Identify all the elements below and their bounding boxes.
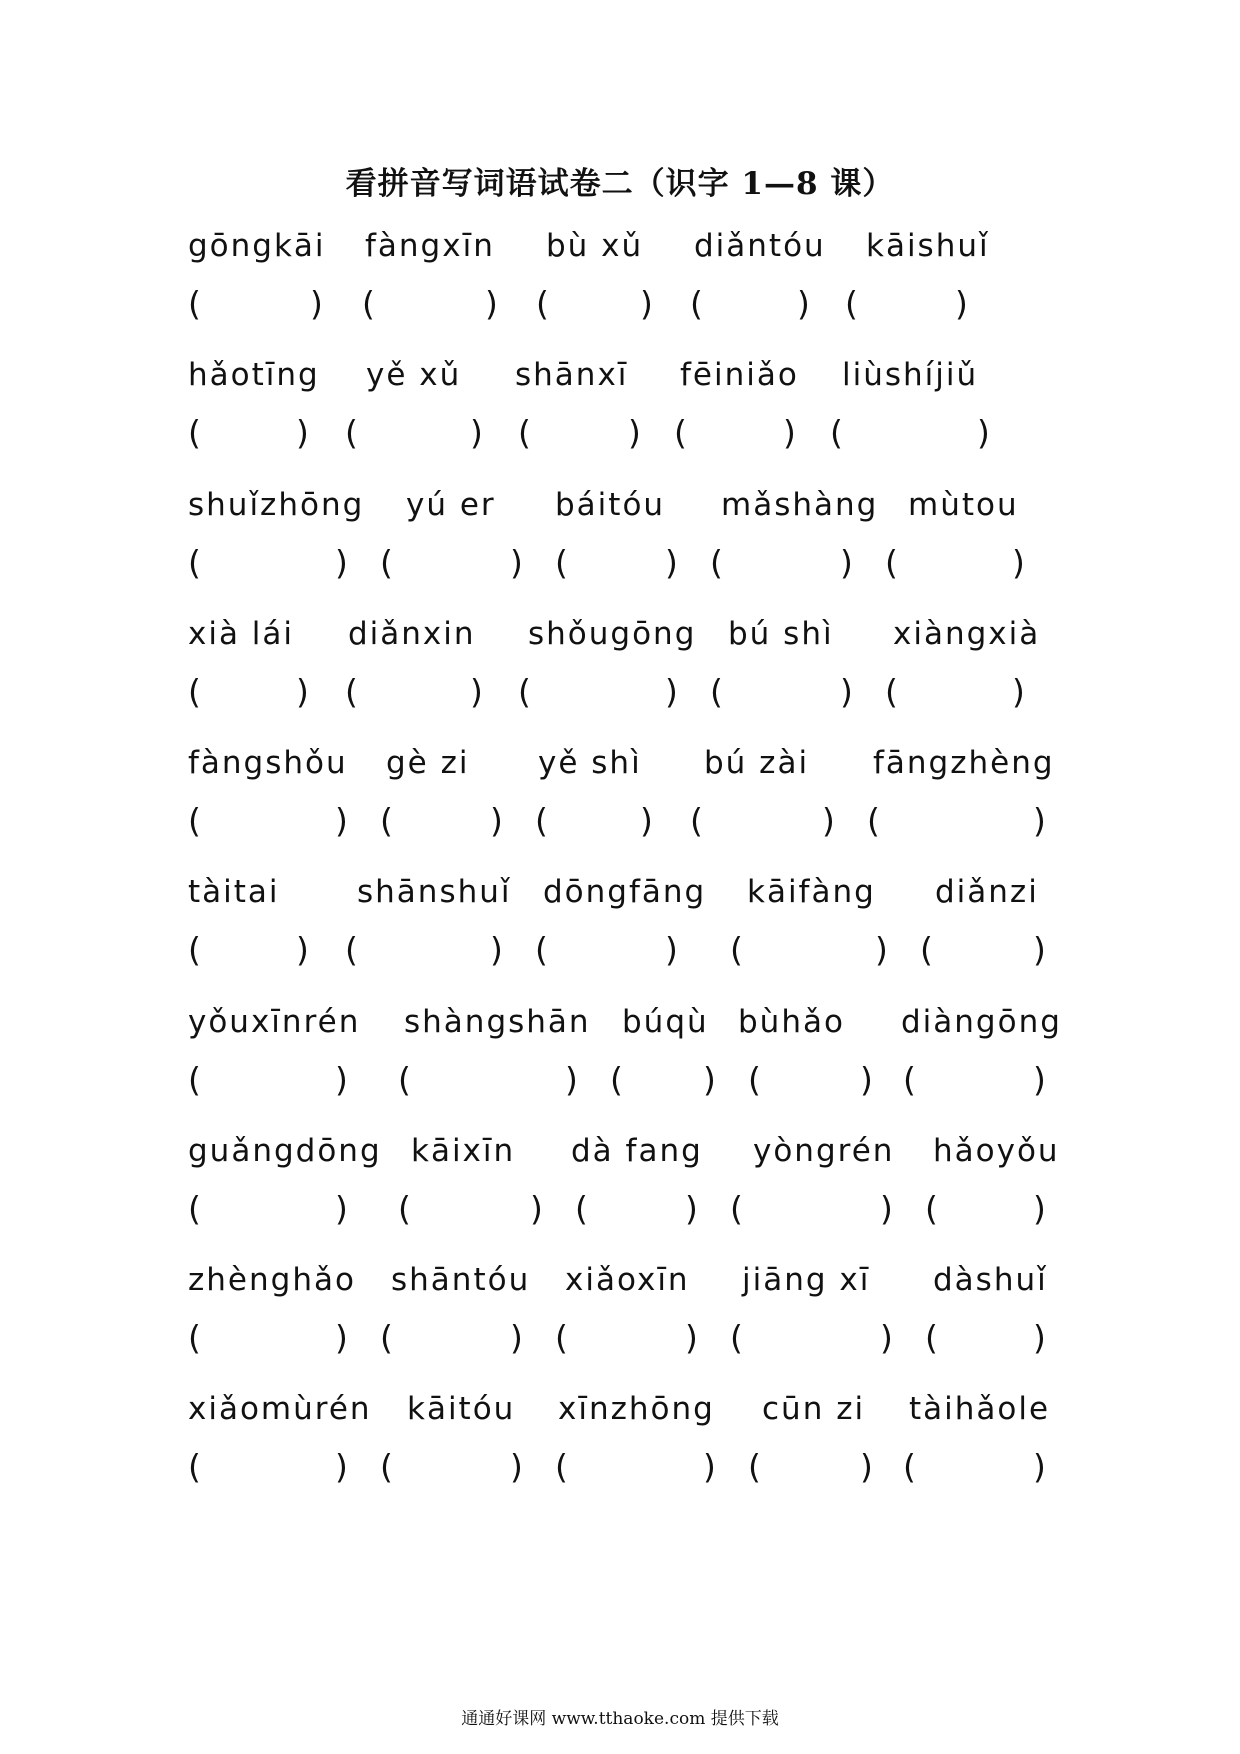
answer-blank-open[interactable]: ( <box>188 801 201 840</box>
answer-row <box>0 1189 1240 1229</box>
answer-blank-open[interactable]: ( <box>845 284 858 323</box>
answer-blank-close: ) <box>335 543 348 582</box>
pinyin-word: gōngkāi <box>188 228 326 264</box>
answer-row <box>0 930 1240 970</box>
answer-row <box>0 801 1240 841</box>
answer-blank-open[interactable]: ( <box>345 672 358 711</box>
answer-blank-close: ) <box>875 930 888 969</box>
answer-blank-open[interactable]: ( <box>748 1060 761 1099</box>
answer-blank-open[interactable]: ( <box>903 1060 916 1099</box>
pinyin-word: fāngzhèng <box>873 745 1055 781</box>
pinyin-row <box>0 616 1240 656</box>
answer-blank-open[interactable]: ( <box>555 1318 568 1357</box>
answer-blank-open[interactable]: ( <box>748 1447 761 1486</box>
answer-blank-close: ) <box>840 672 853 711</box>
pinyin-word: kāitóu <box>407 1391 516 1427</box>
answer-blank-open[interactable]: ( <box>610 1060 623 1099</box>
answer-blank-close: ) <box>860 1447 873 1486</box>
pinyin-word: búqù <box>622 1004 709 1040</box>
pinyin-word: hǎoyǒu <box>933 1133 1060 1169</box>
pinyin-word: tàitai <box>188 874 280 910</box>
answer-blank-open[interactable]: ( <box>188 284 201 323</box>
answer-row <box>0 672 1240 712</box>
answer-blank-close: ) <box>470 672 483 711</box>
pinyin-row <box>0 1133 1240 1173</box>
answer-blank-open[interactable]: ( <box>925 1318 938 1357</box>
answer-blank-open[interactable]: ( <box>188 672 201 711</box>
answer-blank-open[interactable]: ( <box>730 1189 743 1228</box>
pinyin-word: dàshuǐ <box>933 1262 1048 1298</box>
pinyin-word: guǎngdōng <box>188 1133 382 1169</box>
pinyin-word: fàngshǒu <box>188 745 348 781</box>
answer-blank-close: ) <box>1012 672 1025 711</box>
answer-blank-open[interactable]: ( <box>345 930 358 969</box>
answer-blank-close: ) <box>335 801 348 840</box>
answer-blank-close: ) <box>880 1318 893 1357</box>
answer-blank-open[interactable]: ( <box>730 1318 743 1357</box>
pinyin-word: fàngxīn <box>365 228 495 264</box>
pinyin-word: kāixīn <box>411 1133 516 1169</box>
pinyin-word: gè zi <box>386 745 470 781</box>
answer-blank-open[interactable]: ( <box>535 930 548 969</box>
answer-blank-close: ) <box>530 1189 543 1228</box>
answer-blank-open[interactable]: ( <box>188 1060 201 1099</box>
answer-blank-close: ) <box>1033 801 1046 840</box>
pinyin-word: mǎshàng <box>721 487 879 523</box>
pinyin-word: zhènghǎo <box>188 1262 356 1298</box>
answer-blank-close: ) <box>1033 1447 1046 1486</box>
answer-blank-close: ) <box>296 672 309 711</box>
answer-blank-open[interactable]: ( <box>710 543 723 582</box>
answer-blank-open[interactable]: ( <box>518 672 531 711</box>
answer-blank-open[interactable]: ( <box>188 413 201 452</box>
answer-blank-close: ) <box>703 1060 716 1099</box>
answer-blank-close: ) <box>977 413 990 452</box>
pinyin-word: shānxī <box>515 357 629 393</box>
pinyin-word: mùtou <box>908 487 1019 523</box>
page-title: 看拼音写词语试卷二（识字 1—8 课） <box>345 166 895 202</box>
pinyin-word: shāntóu <box>391 1262 531 1298</box>
pinyin-word: diàngōng <box>901 1004 1062 1040</box>
pinyin-word: shàngshān <box>404 1004 591 1040</box>
answer-blank-open[interactable]: ( <box>518 413 531 452</box>
answer-blank-open[interactable]: ( <box>690 801 703 840</box>
pinyin-row <box>0 745 1240 785</box>
pinyin-row <box>0 1262 1240 1302</box>
answer-blank-open[interactable]: ( <box>925 1189 938 1228</box>
pinyin-word: dōngfāng <box>543 874 707 910</box>
answer-blank-close: ) <box>296 930 309 969</box>
answer-blank-close: ) <box>490 801 503 840</box>
pinyin-word: xià lái <box>188 616 295 652</box>
pinyin-word: diǎntóu <box>694 228 826 264</box>
answer-blank-close: ) <box>685 1189 698 1228</box>
pinyin-word: yòngrén <box>753 1133 895 1169</box>
answer-blank-open[interactable]: ( <box>188 1447 201 1486</box>
answer-blank-open[interactable]: ( <box>555 543 568 582</box>
pinyin-word: xiǎoxīn <box>565 1262 690 1298</box>
answer-blank-open[interactable]: ( <box>188 1189 201 1228</box>
pinyin-word: báitóu <box>555 487 666 523</box>
answer-blank-close: ) <box>335 1447 348 1486</box>
answer-blank-open[interactable]: ( <box>380 801 393 840</box>
answer-blank-close: ) <box>665 543 678 582</box>
answer-blank-close: ) <box>840 543 853 582</box>
answer-blank-open[interactable]: ( <box>398 1189 411 1228</box>
answer-blank-open[interactable]: ( <box>885 672 898 711</box>
answer-blank-close: ) <box>665 930 678 969</box>
answer-blank-close: ) <box>310 284 323 323</box>
answer-blank-open[interactable]: ( <box>555 1447 568 1486</box>
answer-row <box>0 413 1240 453</box>
answer-blank-close: ) <box>565 1060 578 1099</box>
pinyin-row <box>0 1004 1240 1044</box>
answer-blank-close: ) <box>296 413 309 452</box>
answer-blank-open[interactable]: ( <box>535 801 548 840</box>
answer-blank-close: ) <box>797 284 810 323</box>
pinyin-word: dà fang <box>571 1133 703 1169</box>
answer-blank-close: ) <box>822 801 835 840</box>
answer-blank-close: ) <box>1033 1060 1046 1099</box>
answer-blank-open[interactable]: ( <box>830 413 843 452</box>
pinyin-word: bù xǔ <box>546 228 644 264</box>
answer-blank-close: ) <box>510 1318 523 1357</box>
pinyin-word: diǎnzi <box>935 874 1039 910</box>
answer-blank-open[interactable]: ( <box>380 1318 393 1357</box>
footer-credit: 通通好课网 www.tthaoke.com 提供下载 <box>461 1709 779 1729</box>
answer-blank-open[interactable]: ( <box>690 284 703 323</box>
pinyin-row <box>0 1391 1240 1431</box>
answer-blank-close: ) <box>665 672 678 711</box>
pinyin-word: shuǐzhōng <box>188 487 365 523</box>
pinyin-word: bú zài <box>704 745 810 781</box>
pinyin-row <box>0 228 1240 268</box>
answer-blank-close: ) <box>783 413 796 452</box>
answer-blank-open[interactable]: ( <box>575 1189 588 1228</box>
pinyin-word: tàihǎole <box>909 1391 1051 1427</box>
pinyin-word: fēiniǎo <box>680 357 799 393</box>
answer-blank-open[interactable]: ( <box>380 543 393 582</box>
pinyin-word: yě xǔ <box>366 357 462 393</box>
answer-row <box>0 284 1240 324</box>
pinyin-word: diǎnxin <box>348 616 476 652</box>
answer-blank-close: ) <box>1033 930 1046 969</box>
answer-blank-open[interactable]: ( <box>920 930 933 969</box>
pinyin-word: yú er <box>406 487 496 523</box>
answer-blank-close: ) <box>490 930 503 969</box>
answer-blank-close: ) <box>470 413 483 452</box>
answer-blank-open[interactable]: ( <box>362 284 375 323</box>
answer-row <box>0 1318 1240 1358</box>
answer-blank-close: ) <box>1012 543 1025 582</box>
answer-blank-close: ) <box>1033 1189 1046 1228</box>
pinyin-word: xīnzhōng <box>558 1391 715 1427</box>
pinyin-word: xiàngxià <box>893 616 1041 652</box>
answer-blank-open[interactable]: ( <box>380 1447 393 1486</box>
pinyin-word: bùhǎo <box>738 1004 845 1040</box>
answer-blank-close: ) <box>335 1189 348 1228</box>
answer-blank-close: ) <box>955 284 968 323</box>
answer-blank-close: ) <box>335 1060 348 1099</box>
answer-blank-close: ) <box>628 413 641 452</box>
answer-blank-open[interactable]: ( <box>345 413 358 452</box>
pinyin-word: shǒugōng <box>528 616 697 652</box>
answer-blank-close: ) <box>510 1447 523 1486</box>
pinyin-word: hǎotīng <box>188 357 320 393</box>
answer-blank-close: ) <box>880 1189 893 1228</box>
answer-blank-close: ) <box>860 1060 873 1099</box>
answer-blank-open[interactable]: ( <box>188 543 201 582</box>
answer-blank-open[interactable]: ( <box>710 672 723 711</box>
answer-blank-close: ) <box>640 801 653 840</box>
pinyin-word: jiāng xī <box>742 1262 871 1298</box>
answer-blank-close: ) <box>335 1318 348 1357</box>
pinyin-word: yě shì <box>538 745 642 781</box>
answer-blank-open[interactable]: ( <box>536 284 549 323</box>
answer-blank-open[interactable]: ( <box>867 801 880 840</box>
answer-blank-open[interactable]: ( <box>730 930 743 969</box>
answer-blank-open[interactable]: ( <box>885 543 898 582</box>
pinyin-row <box>0 874 1240 914</box>
pinyin-word: xiǎomùrén <box>188 1391 372 1427</box>
answer-blank-open[interactable]: ( <box>398 1060 411 1099</box>
answer-blank-close: ) <box>640 284 653 323</box>
answer-blank-close: ) <box>485 284 498 323</box>
pinyin-word: shānshuǐ <box>357 874 512 910</box>
pinyin-word: cūn zi <box>762 1391 866 1427</box>
pinyin-word: bú shì <box>728 616 834 652</box>
answer-blank-close: ) <box>510 543 523 582</box>
answer-blank-close: ) <box>1033 1318 1046 1357</box>
answer-blank-open[interactable]: ( <box>903 1447 916 1486</box>
answer-blank-open[interactable]: ( <box>674 413 687 452</box>
answer-row <box>0 1060 1240 1100</box>
answer-row <box>0 1447 1240 1487</box>
answer-blank-close: ) <box>685 1318 698 1357</box>
answer-row <box>0 543 1240 583</box>
pinyin-word: yǒuxīnrén <box>188 1004 361 1040</box>
answer-blank-open[interactable]: ( <box>188 930 201 969</box>
pinyin-row <box>0 357 1240 397</box>
pinyin-word: kāishuǐ <box>866 228 990 264</box>
pinyin-row <box>0 487 1240 527</box>
answer-blank-close: ) <box>703 1447 716 1486</box>
pinyin-word: liùshíjiǔ <box>842 357 979 393</box>
answer-blank-open[interactable]: ( <box>188 1318 201 1357</box>
pinyin-word: kāifàng <box>747 874 876 910</box>
